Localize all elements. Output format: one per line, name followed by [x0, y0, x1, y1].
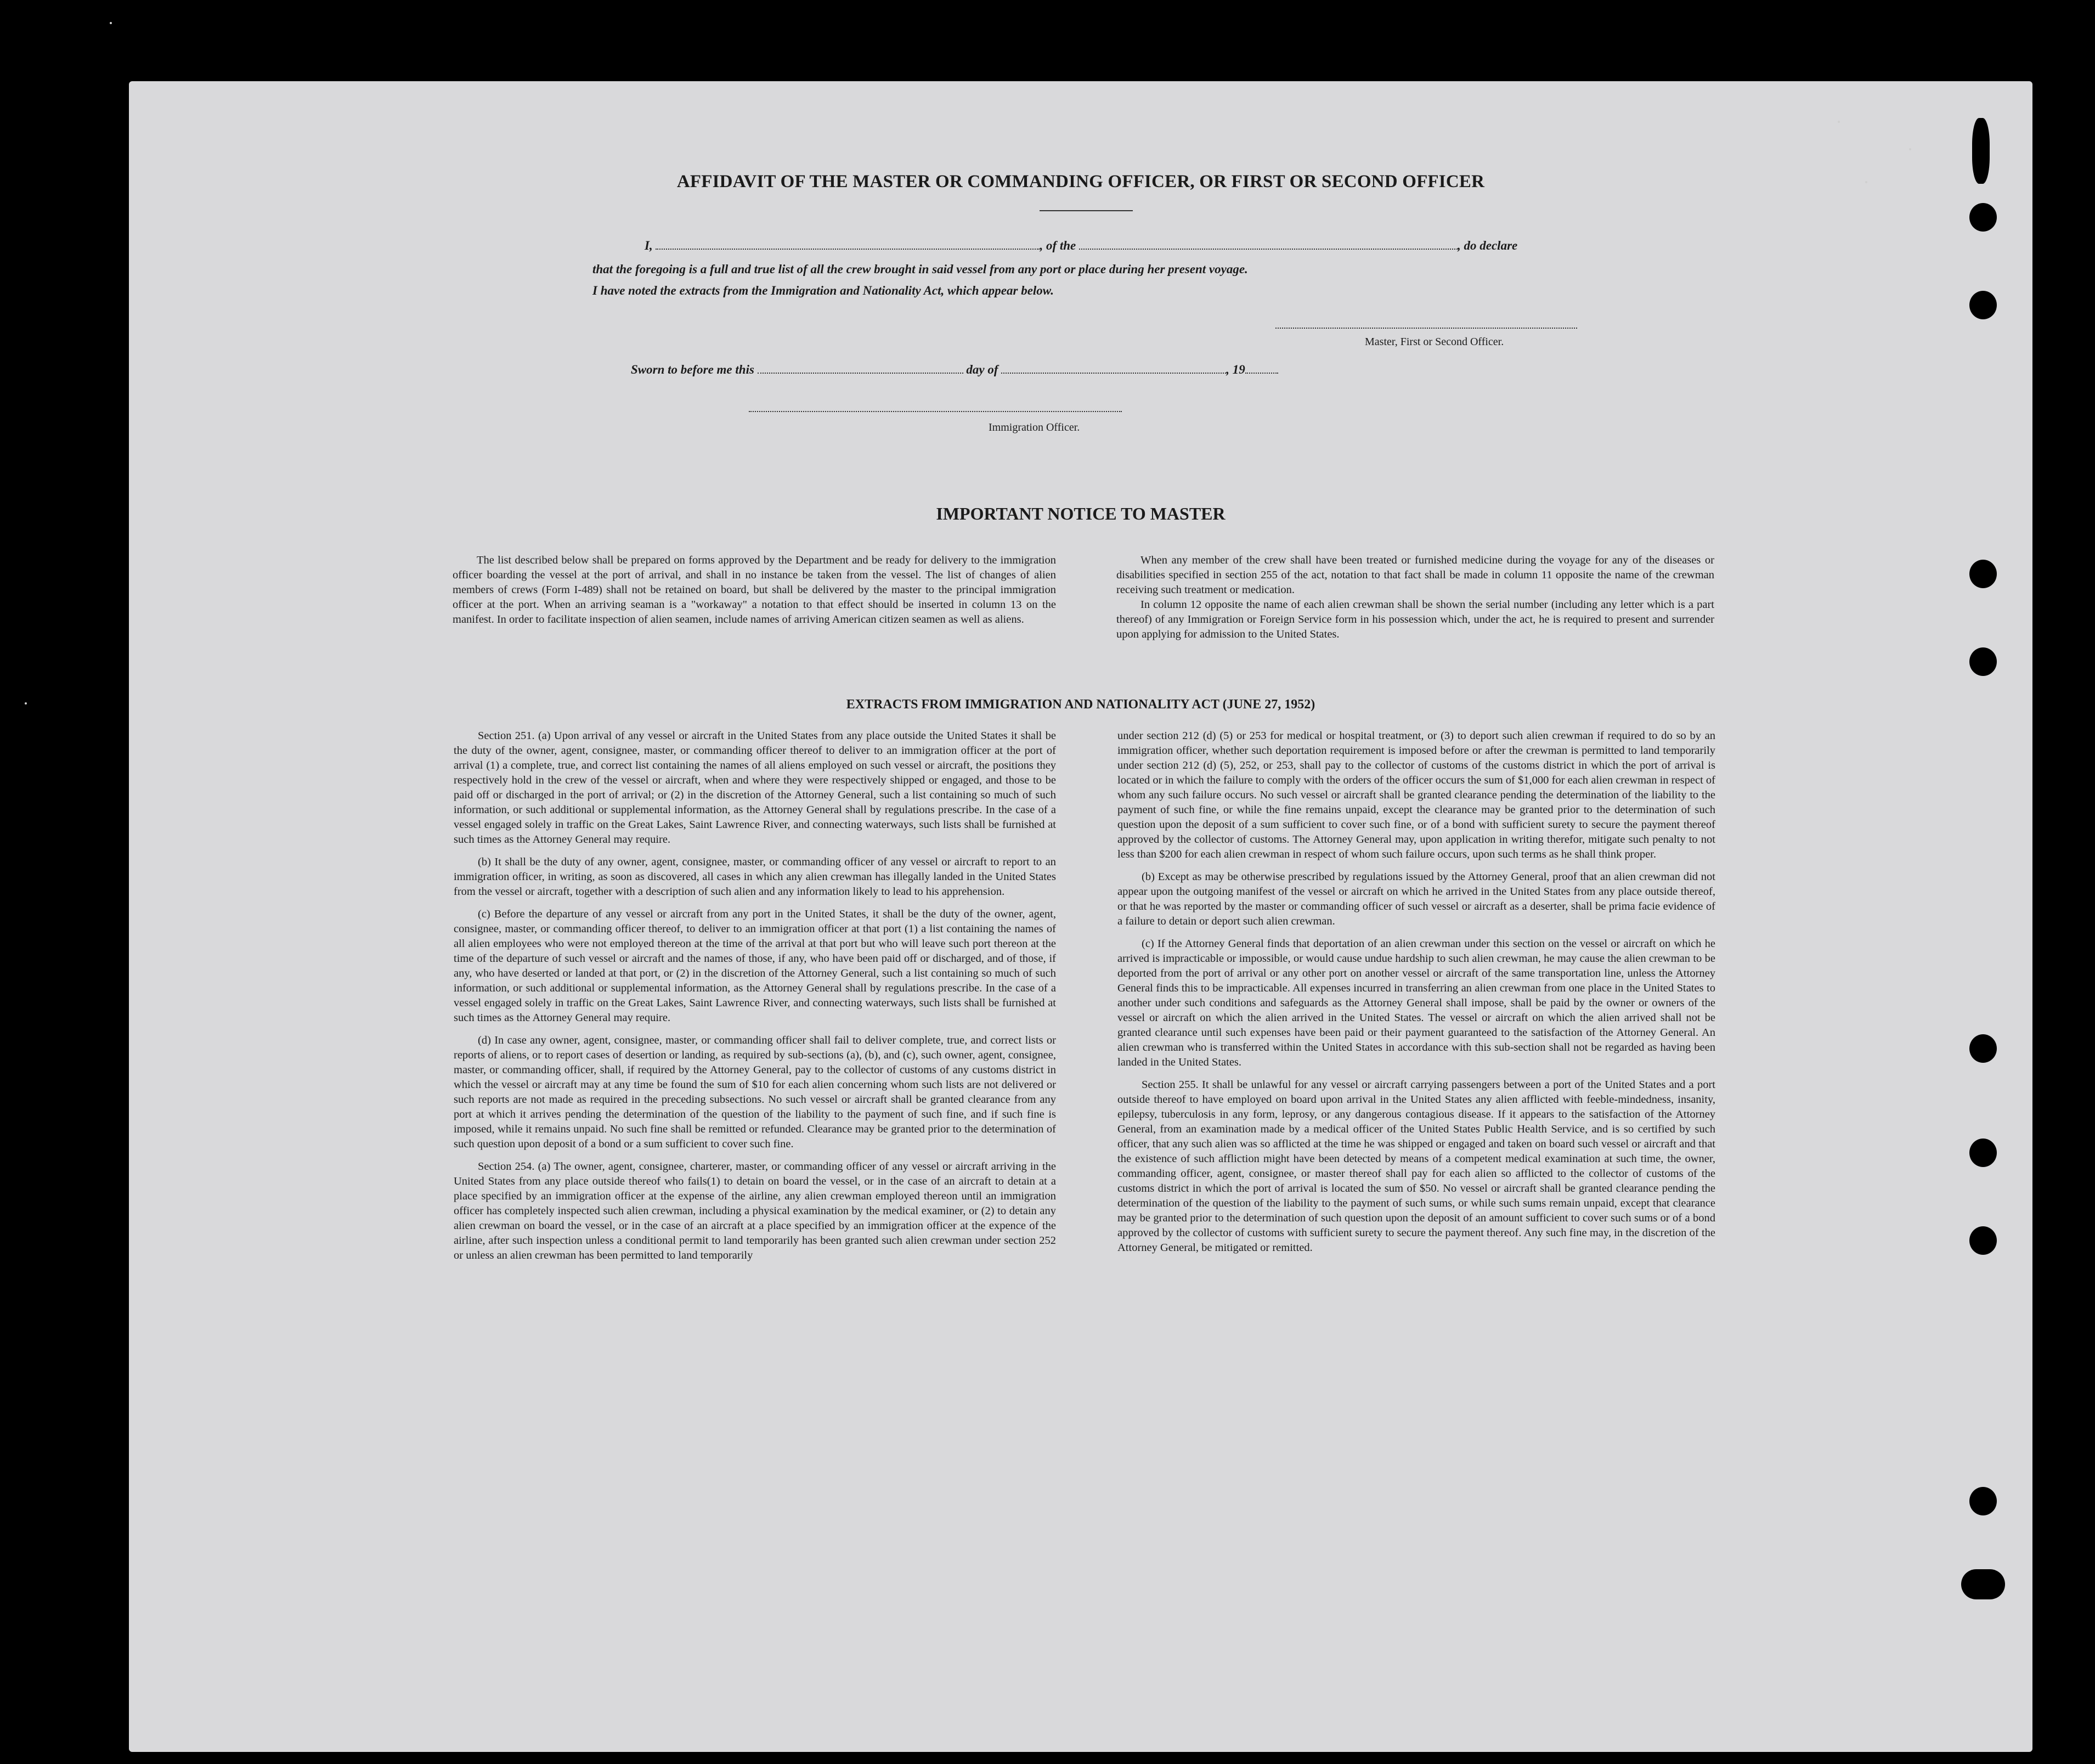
notice-right-column — [1116, 553, 1714, 642]
notice-left-column — [453, 553, 1056, 642]
word-day-of: day of — [966, 363, 998, 376]
extracts-right-column — [1117, 729, 1715, 1271]
notice-title: IMPORTANT NOTICE TO MASTER — [936, 504, 1226, 523]
sworn-month-field[interactable] — [1001, 363, 1226, 374]
word-i: I, — [645, 239, 653, 252]
signature-field[interactable] — [1275, 323, 1577, 329]
binder-hole — [1969, 203, 1997, 232]
notice-right-paragraph-2: In column 12 opposite the name of each alien crewman shall be shown the serial number (including any letter which is a part thereof) of any Immigration or Foreign Service form in his possession which, under the act, he is required to present and surrender upon applying for admission to the United States. — [1116, 599, 1714, 640]
section-255: Section 255. It shall be unlawful for any vessel or aircraft carrying passengers between a port of the United States and a port outside thereof to have employed on board upon arrival in the United States any alien afflicted with feeble-mindedness, insanity, epilepsy, tuberculosis in any form, leprosy, or any dangerous contagious disease. If it appears to the satisfaction of the Attorney General, from an examination made by a medical officer of the United States Public Health Service, and is so certified by such officer, that any such alien was so afflicted at the time he was shipped or engaged and taken on board such vessel or aircraft and that the existence of such affliction might have been detected by means of a competent medical examination at such time, the owner, commanding officer, agent, consignee, or master thereof shall pay for each alien so afflicted to the collector of customs of the customs district in which the port of arrival is located the sum of $50. No vessel or aircraft shall be granted clearance pending the determination of the question of the liability to the payment of such sums, or while such sums remain unpaid, except that clearance may be granted prior to the determination of such question upon the deposit of an amount sufficient to cover such sums or of a bond approved by the collector of customs with sufficient surety to secure the payment thereof. Any such fine may, in the discretion of the Attorney General, be mitigated or remitted. — [1117, 1079, 1715, 1254]
binder-hole — [1969, 1226, 1997, 1255]
title-rule — [1040, 210, 1133, 211]
binder-hole — [1969, 291, 1997, 319]
notice-columns — [453, 553, 1714, 642]
scan-speck — [1865, 181, 1867, 183]
extracts-columns — [454, 729, 1715, 1271]
officer-signature-field[interactable] — [749, 407, 1122, 412]
year-field[interactable] — [1245, 363, 1278, 374]
section-254-a: Section 254. (a) The owner, agent, consignee, charterer, master, or commanding officer of any vessel or aircraft arriving in the United States from any place outside thereof who fails(1) to detain on board the vessel, or in the case of an aircraft to detain at a place specified by an immigration officer at the expense of the airline, any alien crewman employed thereon until an immigration officer has completely inspected such alien crewman, including a physical examination by the medical examiner, or (2) to detain any alien crewman on board the vessel, or in the case of an aircraft at a place specified by an immigration officer at the expence of the airline, after such inspection unless a conditional permit to land temporarily has been granted such alien crewman under section 252 or unless an alien crewman has been permitted to land temporarily — [454, 1160, 1056, 1261]
binder-hole — [1969, 1139, 1997, 1167]
document-page — [129, 81, 2032, 1752]
sworn-day-field[interactable] — [758, 363, 963, 374]
sworn-line — [631, 363, 1278, 377]
signature-block — [1275, 322, 1577, 331]
section-251-d: (d) In case any owner, agent, consignee, master, or commanding officer shall fail to deliver complete, true, and correct lists or reports of aliens, or to report cases of desertion or landing, as required by sub-sections (a), (b), and (c), such owner, agent, consignee, master, or commanding officer, shall, if required by the Attorney General, pay to the collector of customs of any customs district in which the vessel or aircraft may at any time be found the sum of $10 for each alien concerning whom such lists are not delivered or such reports are not made as required in the preceding subsections. No such vessel or aircraft shall be granted clearance from any port at which it arrives pending the determination of the question of the liability to the payment of such fine, and if such fine is imposed, while it remains unpaid. No such fine shall be remitted or refunded. Clearance may be granted prior to the determination of such question upon deposit of a bond or a sum sufficient to cover such fine. — [454, 1034, 1056, 1150]
scan-speck — [110, 22, 112, 24]
section-251-c: (c) Before the departure of any vessel or aircraft from any port in the United States, it shall be the duty of the owner, agent, consignee, master, or commanding officer thereof, to deliver to an immigration officer at that port (1) a list containing the names of all alien employees who were not employed thereon at the time of the arrival at that port but who will leave such port thereon at the time of the departure of such vessel or aircraft and the names of those, if any, who have been paid off or discharged, and of those, if any, who have deserted or landed at that port, or (2) in the discretion of the Attorney General, such a list containing so much of such information, or such additional or supplemental information, as the Attorney General shall by regulations prescribe. In the case of a vessel engaged solely in traffic on the Great Lakes, Saint Lawrence River, and connecting waterways, such lists shall be furnished at such times as the Attorney General may require. — [454, 908, 1056, 1024]
binder-hole — [1969, 560, 1997, 588]
section-251-b: (b) It shall be the duty of any owner, agent, consignee, master, or commanding officer of any vessel or aircraft to report to an immigration officer, in writing, as soon as discovered, all cases in which any alien crewman has illegally landed in the United States from the vessel or aircraft, together with a description of such alien and any information likely to lead to his apprehension. — [454, 856, 1056, 898]
section-254-b: (b) Except as may be otherwise prescribed by regulations issued by the Attorney General, proof that an alien crewman did not appear upon the outgoing manifest of the vessel or aircraft on which he arrived in the United States from any place outside thereof, or that he was reported by the master or commanding officer of such vessel or aircraft as a deserter, shall be prima facie evidence of a failure to detain or deport such alien crewman. — [1117, 871, 1715, 927]
affidavit-line-1 — [645, 239, 1517, 253]
section-254-c: (c) If the Attorney General finds that deportation of an alien crewman under this section on the vessel or aircraft on which he arrived is impracticable or impossible, or would cause undue hardship to such alien crewman, he may cause the alien crewman to be deported from the port of arrival or any other port on another vessel or aircraft of the same transportation line, unless the Attorney General finds this to be impracticable. All expenses incurred in transferring an alien crewman from one place in the United States to another under such conditions and safeguards as the Attorney General shall impose, shall be paid by the owner or owners of the vessel or aircraft on which the alien arrived in the United States. The vessel or aircraft on which the alien arrived shall not be granted clearance until such expenses have been paid or their payment guaranteed to the satisfaction of the Attorney General. An alien crewman who is transferred within the United States in accordance with this sub-section shall not be regarded as having been landed in the United States. — [1117, 938, 1715, 1068]
scan-speck — [1838, 121, 1840, 123]
sworn-text: Sworn to before me this — [631, 363, 754, 376]
signature-label: Master, First or Second Officer. — [1365, 336, 1504, 348]
affidavit-line-3: I have noted the extracts from the Immigration and Nationality Act, which appear below. — [592, 284, 1054, 297]
notice-right-paragraph-1: When any member of the crew shall have been treated or furnished medicine during the voyage for any of the diseases or disabilities specified in section 255 of the act, notation to that fact shall be made in column 11 opposite the name of the crewman receiving such treatment or medication. — [1116, 554, 1714, 596]
scan-speck — [1909, 148, 1911, 150]
officer-label: Immigration Officer. — [989, 421, 1080, 433]
binder-hole — [1969, 1034, 1997, 1063]
extracts-left-column — [454, 729, 1056, 1271]
notice-left-paragraph: The list described below shall be prepared on forms approved by the Department and be ready for delivery to the immigration officer boarding the vessel at the port of arrival, and shall in no instance be taken from the vessel. The list of changes of alien members of crews (Form I-489) shall not be retained on board, but shall be delivered by the master to the principal immigration officer at the port. When an arriving seaman is a "workaway" a notation to that effect should be inserted in column 13 on the manifest. In order to facilitate inspection of alien seamen, include names of arriving American citizen seamen as well as aliens. — [453, 554, 1056, 625]
section-251-a: Section 251. (a) Upon arrival of any vessel or aircraft in the United States from any place outside the United States it shall be the duty of the owner, agent, consignee, master, or commanding officer thereof to deliver to an immigration officer at the port of arrival (1) a complete, true, and correct list containing the names of all aliens employed on such vessel or aircraft, the positions they respectively hold in the crew of the vessel or aircraft, when and where they were respectively shipped or engaged, and those to be paid off or discharged in the port of arrival; or (2) in the discretion of the Attorney General, such a list containing so much of such information, or such additional or supplemental information, as the Attorney General shall by regulations prescribe. In the case of a vessel engaged solely in traffic on the Great Lakes, Saint Lawrence River, and connecting waterways, such lists shall be furnished at such times as the Attorney General may require. — [454, 730, 1056, 846]
scan-speck — [25, 702, 27, 705]
edge-notch — [1972, 118, 1990, 184]
officer-block — [749, 405, 1122, 415]
section-254-a-continued: under section 212 (d) (5) or 253 for medical or hospital treatment, or (3) to deport such alien crewman if required to do so by an immigration officer, whether such deportation requirement is imposed before or after the crewman is permitted to land temporarily under section 212 (d) (5), 252, or 253, shall pay to the collector of customs of the customs district in which the port of arrival is located or in which the failure to comply with the orders of the officer occurs the sum of $1,000 for each alien crewman in respect of whom any such failure occurs. No such vessel or aircraft shall be granted clearance pending the determination of the liability to the payment of such fine, or while the fine remains unpaid, except the clearance may be granted prior to the determination of such question upon the deposit of a sum sufficient to cover such fine, or of a bond with sufficient surety to secure the payment thereof approved by the collector of customs. The Attorney General may, upon application in writing therefor, mitigate such penalty to not less than $200 for each alien crewman in respect of whom such failure occurs, upon such terms as he shall think proper. — [1117, 730, 1715, 860]
extracts-title: EXTRACTS FROM IMMIGRATION AND NATIONALITY ACT (JUNE 27, 1952) — [846, 697, 1315, 712]
affidavit-line-2: that the foregoing is a full and true list of all the crew brought in said vessel from any port or place during her present voyage. — [592, 262, 1248, 276]
word-of-the: , of the — [1040, 239, 1076, 252]
word-do-declare: , do declare — [1458, 239, 1518, 252]
binder-hole — [1969, 1487, 1997, 1515]
vessel-field[interactable] — [1079, 239, 1458, 250]
binder-hole — [1969, 647, 1997, 676]
name-field[interactable] — [656, 239, 1040, 250]
binder-hole — [1961, 1569, 2005, 1599]
affidavit-title: AFFIDAVIT OF THE MASTER OR COMMANDING OFFICER, OR FIRST OR SECOND OFFICER — [676, 172, 1485, 191]
year-prefix: , 19 — [1226, 363, 1245, 376]
